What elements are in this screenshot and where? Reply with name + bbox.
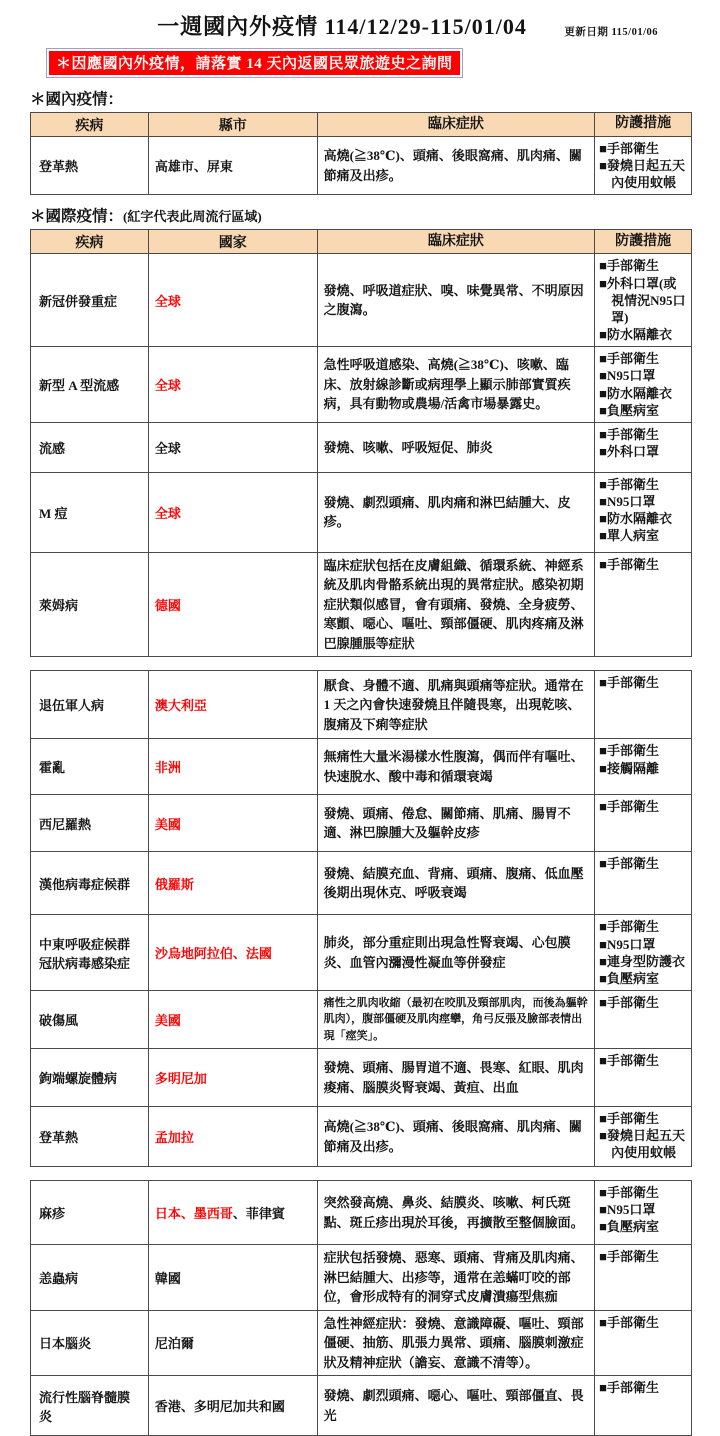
measure-item (599, 918, 689, 935)
disease-name: 麻疹 (39, 1206, 66, 1221)
measure-label: 防水隔離衣 (607, 327, 673, 343)
symptoms-cell (318, 473, 596, 553)
page-title: 一週國內外疫情 114/12/29-115/01/04 (157, 14, 527, 39)
disease-name: 新冠併發重症 (39, 293, 118, 309)
region-text (155, 1127, 194, 1146)
region-segment: 全球 (154, 440, 181, 456)
region-cell (149, 991, 318, 1049)
region-cell (149, 1181, 318, 1245)
bullet-square-icon: ■ (599, 1314, 607, 1330)
disease-cell (31, 254, 149, 347)
measure-item (599, 674, 689, 691)
symptoms-cell (318, 1107, 596, 1167)
measure-item (599, 367, 689, 384)
measure-item (599, 426, 689, 443)
column-header: 疾病 (31, 230, 149, 254)
measures-cell (595, 671, 692, 739)
symptoms-text: 發燒、頭痛、倦怠、關節痛、肌痛、腸胃不適、淋巴腺腫大及軀幹皮疹 (323, 805, 571, 841)
symptoms-text: 急性呼吸道感染、高燒(≧38℃)、咳嗽、臨床、放射線診斷或病理學上顯示肺部實質疾病，具有動物或農場/活禽市場暴露史。 (323, 357, 571, 412)
region-text (155, 503, 181, 522)
region-text (155, 1396, 285, 1415)
measure-item (599, 1110, 689, 1127)
disease-name: 流行性腦脊髓膜炎 (39, 1389, 131, 1424)
measures-cell (595, 1049, 692, 1107)
region-text (155, 943, 272, 962)
measure-label: N95口罩 (607, 1202, 656, 1218)
region-text (155, 757, 181, 776)
disease-name: 霍亂 (39, 760, 66, 776)
symptoms-cell (318, 671, 596, 739)
region-segment-red: 日本、墨西哥 (154, 1206, 233, 1221)
measure-label: 手部衛生 (607, 258, 660, 274)
measure-label: 手部衛生 (607, 476, 660, 492)
table-row (31, 473, 692, 553)
symptoms-cell (318, 739, 596, 795)
column-header: 臨床症狀 (318, 113, 596, 137)
region-cell (149, 1107, 318, 1167)
symptoms-cell (318, 991, 596, 1049)
table-row (31, 991, 692, 1049)
region-segment: 高雄市、屏東 (154, 159, 233, 175)
international-section-label: ＊國際疫情： (30, 208, 124, 226)
measure-item (599, 1379, 689, 1396)
measure-item (599, 855, 689, 872)
region-text (155, 814, 181, 833)
measure-item (599, 326, 689, 343)
region-text (155, 595, 181, 614)
disease-name: M 痘 (39, 505, 68, 521)
bullet-square-icon: ■ (599, 970, 607, 986)
symptoms-text: 發燒、咳嗽、呼吸短促、肺炎 (323, 439, 493, 455)
disease-cell (31, 852, 149, 915)
measure-label: 手部衛生 (607, 1185, 660, 1200)
measure-label: N95口罩 (607, 368, 656, 384)
bullet-square-icon: ■ (599, 141, 607, 156)
bullet-square-icon: ■ (599, 743, 607, 759)
measures-cell (595, 553, 692, 658)
measure-label: 負壓病室 (607, 402, 660, 418)
region-segment-red: 美國 (154, 1013, 181, 1028)
disease-cell (31, 915, 149, 991)
measure-item (599, 443, 689, 460)
measure-item (599, 510, 689, 527)
disease-name: 漢他病毒症候群 (39, 876, 131, 892)
region-text (155, 1010, 181, 1029)
measures-cell (595, 1181, 692, 1245)
measures-cell (595, 254, 692, 347)
disease-cell (31, 671, 149, 739)
domestic-section-title (30, 87, 694, 109)
international-section-note: (紅字代表此周流行區域) (123, 209, 262, 225)
disease-cell (31, 795, 149, 852)
measure-item (599, 527, 689, 544)
measure-item (599, 1052, 689, 1069)
region-cell (149, 1049, 318, 1107)
table-row (31, 1311, 692, 1377)
region-segment: 、菲律賓 (232, 1206, 285, 1221)
symptoms-cell (318, 852, 596, 915)
notice-banner-frame (46, 48, 463, 78)
disease-name: 日本腦炎 (39, 1336, 92, 1352)
region-cell (149, 347, 318, 423)
region-segment-red: 全球 (154, 378, 181, 394)
region-segment-red: 全球 (154, 293, 181, 309)
table-row (31, 739, 692, 795)
table-row (31, 1107, 692, 1167)
measure-label: 手部衛生 (607, 426, 660, 442)
bullet-square-icon: ■ (599, 1249, 607, 1264)
measures-cell (595, 991, 692, 1049)
symptoms-text: 發燒、結膜充血、背痛、頭痛、腹痛、低血壓後期出現休克、呼吸衰竭 (323, 865, 584, 901)
region-segment-red: 俄羅斯 (154, 876, 194, 892)
symptoms-cell (318, 1311, 596, 1377)
table-row (31, 1181, 692, 1245)
bullet-square-icon: ■ (599, 1185, 607, 1200)
region-segment-red: 沙烏地阿拉伯、法國 (154, 946, 272, 962)
region-segment: 尼泊爾 (154, 1336, 194, 1352)
symptoms-text: 急性神經症狀：發燒、意識障礙、嘔吐、頸部僵硬、抽筋、肌張力異常、頭痛、腦膜刺激症狀及精神症狀（譫妄、意識不清等）。 (323, 1315, 584, 1370)
region-cell (149, 137, 318, 195)
domestic-section-label: ＊國內疫情： (30, 91, 124, 108)
region-cell (149, 473, 318, 553)
disease-name: 流感 (39, 440, 66, 456)
measure-label: 手部衛生 (607, 1380, 660, 1395)
international-table-1 (30, 229, 692, 657)
region-text (155, 291, 181, 310)
measure-label: 負壓病室 (607, 1219, 660, 1235)
table-row (31, 1245, 692, 1311)
table-row (31, 137, 692, 195)
bullet-square-icon: ■ (599, 494, 607, 510)
table-row (31, 852, 692, 915)
measure-label: 手部衛生 (607, 856, 660, 872)
symptoms-cell (318, 915, 596, 991)
measure-label: N95口罩 (607, 494, 656, 510)
symptoms-cell (318, 1376, 596, 1436)
measure-label: 手部衛生 (607, 1053, 660, 1068)
region-cell (149, 671, 318, 739)
disease-cell (31, 137, 149, 195)
measure-item (599, 275, 689, 326)
measure-item (599, 760, 689, 777)
region-segment-red: 美國 (154, 816, 181, 832)
symptoms-text: 症狀包括發燒、惡寒、頭痛、背痛及肌肉痛、淋巴結腫大、出疹等，通常在恙蟎叮咬的部位，會形成特有的洞穿式皮膚潰瘍型焦痂 (323, 1250, 584, 1304)
measure-label: 手部衛生 (607, 995, 660, 1010)
bullet-square-icon: ■ (599, 1128, 607, 1144)
measure-label: 手部衛生 (607, 556, 660, 572)
region-segment-red: 孟加拉 (154, 1130, 194, 1145)
measure-label: 手部衛生 (607, 141, 660, 156)
measure-item (599, 994, 689, 1011)
bullet-square-icon: ■ (599, 327, 607, 343)
table-row (31, 423, 692, 473)
symptoms-text: 高燒(≧38℃)、頭痛、後眼窩痛、肌肉痛、關節痛及出疹。 (323, 1119, 582, 1154)
measure-item (599, 742, 689, 759)
region-cell (149, 423, 318, 473)
measure-label: 手部衛生 (607, 1111, 660, 1126)
column-header: 疾病 (31, 113, 149, 137)
bullet-square-icon: ■ (599, 402, 607, 418)
table-row (31, 553, 692, 658)
region-text (155, 1333, 194, 1352)
region-segment: 香港、多明尼加共和國 (154, 1399, 285, 1414)
symptoms-text: 高燒(≧38℃)、頭痛、後眼窩痛、肌肉痛、關節痛及出疹。 (323, 148, 582, 183)
disease-cell (31, 1107, 149, 1167)
disease-cell (31, 1376, 149, 1436)
measure-item (599, 157, 689, 191)
measures-cell (595, 1107, 692, 1167)
measure-item (599, 1184, 689, 1201)
measure-item (599, 970, 689, 987)
disease-cell (31, 739, 149, 795)
measure-label: 手部衛生 (607, 351, 660, 367)
disease-name: 登革熱 (39, 1130, 79, 1145)
symptoms-text: 厭食、身體不適、肌痛與頭痛等症狀。通常在 1 天之內會快速發燒且伴隨畏寒，出現乾咳、腹痛及下痢等症狀 (323, 677, 584, 732)
table-row (31, 1049, 692, 1107)
measure-item (599, 476, 689, 493)
region-segment-red: 非洲 (154, 760, 181, 776)
disease-cell (31, 1245, 149, 1311)
bullet-square-icon: ■ (599, 351, 607, 367)
table-row (31, 254, 692, 347)
measure-item (599, 350, 689, 367)
region-cell (149, 1376, 318, 1436)
measures-cell (595, 1245, 692, 1311)
measures-cell (595, 1376, 692, 1436)
domestic-table (30, 112, 692, 195)
column-header: 防護措施 (595, 230, 692, 254)
measure-label: 發燒日起五天內使用蚊帳 (607, 1128, 686, 1161)
bullet-square-icon: ■ (599, 1380, 607, 1395)
measure-item (599, 936, 689, 953)
symptoms-cell (318, 1245, 596, 1311)
disease-cell (31, 1049, 149, 1107)
region-segment-red: 多明尼加 (154, 1071, 207, 1086)
symptoms-cell (318, 254, 596, 347)
region-cell (149, 852, 318, 915)
symptoms-text: 痛性之肌肉收縮（最初在咬肌及頸部肌肉，而後為軀幹肌肉），腹部僵硬及肌肉痙攣，角弓反張及臉部表情出現「痙笑」。 (323, 996, 588, 1042)
bullet-square-icon: ■ (599, 675, 607, 691)
measure-item (599, 798, 689, 815)
region-cell (149, 795, 318, 852)
measures-cell (595, 795, 692, 852)
disease-cell (31, 473, 149, 553)
measures-cell (595, 473, 692, 553)
measure-label: 手部衛生 (607, 919, 660, 935)
bullet-square-icon: ■ (599, 158, 607, 174)
region-segment-red: 澳大利亞 (154, 698, 207, 714)
measure-item (599, 493, 689, 510)
disease-cell (31, 1181, 149, 1245)
region-text (155, 375, 181, 394)
region-text (155, 1068, 207, 1087)
disease-name: 退伍軍人病 (39, 698, 105, 714)
bullet-square-icon: ■ (599, 799, 607, 815)
disease-name: 新型 A 型流感 (39, 378, 120, 394)
bullet-square-icon: ■ (599, 953, 607, 969)
measures-cell (595, 852, 692, 915)
bullet-square-icon: ■ (599, 856, 607, 872)
bullet-square-icon: ■ (599, 385, 607, 401)
measures-cell (595, 347, 692, 423)
region-segment-red: 德國 (154, 598, 181, 614)
column-header: 縣市 (149, 113, 318, 137)
bullet-square-icon: ■ (599, 1053, 607, 1068)
table-row (31, 915, 692, 991)
measure-item (599, 556, 689, 573)
measure-item (599, 257, 689, 274)
measure-label: 接觸隔離 (607, 760, 660, 776)
notice-banner: ＊因應國內外疫情，請落實 14 天內返國民眾旅遊史之詢問 (49, 51, 460, 75)
measure-item (599, 1314, 689, 1331)
region-cell (149, 254, 318, 347)
bullet-square-icon: ■ (599, 368, 607, 384)
symptoms-cell (318, 137, 596, 195)
measures-cell (595, 423, 692, 473)
measure-label: 單人病室 (607, 528, 660, 544)
measures-cell (595, 137, 692, 195)
measure-label: 手部衛生 (607, 1249, 660, 1264)
disease-name: 恙蟲病 (39, 1270, 79, 1286)
measure-label: 連身型防護衣 (607, 953, 686, 969)
measures-cell (595, 1311, 692, 1377)
symptoms-cell (318, 423, 596, 473)
disease-cell (31, 991, 149, 1049)
disease-name: 中東呼吸症候群冠狀病毒感染症 (39, 936, 131, 971)
measure-label: 防水隔離衣 (607, 385, 673, 401)
measure-item (599, 1201, 689, 1218)
international-table-3 (30, 1180, 692, 1436)
region-cell (149, 739, 318, 795)
region-segment: 韓國 (154, 1270, 181, 1286)
measure-label: 外科口罩 (607, 444, 660, 460)
measure-item (599, 140, 689, 157)
update-date: 更新日期 115/01/06 (564, 27, 658, 38)
symptoms-text: 發燒、劇烈頭痛、噁心、嘔吐、頸部僵直、畏光 (323, 1388, 584, 1423)
disease-cell (31, 347, 149, 423)
measure-item (599, 385, 689, 402)
region-cell (149, 1245, 318, 1311)
region-text (155, 438, 181, 457)
region-text (155, 695, 207, 714)
bullet-square-icon: ■ (599, 1202, 607, 1218)
table-row (31, 671, 692, 739)
disease-name: 萊姆病 (39, 598, 79, 614)
bullet-square-icon: ■ (599, 528, 607, 544)
disease-cell (31, 553, 149, 658)
bullet-square-icon: ■ (599, 1111, 607, 1126)
bullet-square-icon: ■ (599, 936, 607, 952)
symptoms-cell (318, 553, 596, 658)
region-segment-red: 全球 (154, 505, 181, 521)
bullet-square-icon: ■ (599, 426, 607, 442)
column-header: 臨床症狀 (318, 230, 596, 254)
measures-cell (595, 739, 692, 795)
measure-label: 手部衛生 (607, 675, 660, 691)
region-cell (149, 553, 318, 658)
symptoms-cell (318, 795, 596, 852)
symptoms-cell (318, 347, 596, 423)
table-header-row (31, 113, 692, 137)
measure-item (599, 953, 689, 970)
disease-name: 登革熱 (39, 159, 79, 175)
measure-label: N95口罩 (607, 936, 656, 952)
symptoms-text: 突然發高燒、鼻炎、結膜炎、咳嗽、柯氏斑點、斑丘疹出現於耳後，再擴散至整個臉面。 (323, 1195, 584, 1230)
symptoms-text: 臨床症狀包括在皮膚組織、循環系統、神經系統及肌肉骨骼系統出現的異常症狀。感染初期症狀類似感冒，會有頭痛、發燒、全身疲勞、寒顫、噁心、嘔吐、頸部僵硬、肌肉疼痛及淋巴腺腫脹等症狀 (323, 557, 584, 651)
bullet-square-icon: ■ (599, 511, 607, 527)
disease-cell (31, 423, 149, 473)
symptoms-cell (318, 1181, 596, 1245)
column-header: 防護措施 (595, 113, 692, 137)
table-header-row (31, 230, 692, 254)
international-table-2 (30, 670, 692, 1167)
bullet-square-icon: ■ (599, 760, 607, 776)
disease-cell (31, 1311, 149, 1377)
table-row (31, 347, 692, 423)
region-cell (149, 915, 318, 991)
symptoms-cell (318, 1049, 596, 1107)
measure-label: 外科口罩(或視情況N95口罩) (607, 275, 686, 325)
region-text (155, 874, 194, 893)
bullet-square-icon: ■ (599, 275, 607, 291)
measures-cell (595, 915, 692, 991)
disease-name: 西尼羅熱 (39, 816, 92, 832)
bullet-square-icon: ■ (599, 258, 607, 274)
measure-item (599, 1248, 689, 1265)
symptoms-text: 無痛性大量米湯樣水性腹瀉，偶而伴有嘔吐、快速脫水、酸中毒和循環衰竭 (323, 749, 584, 784)
disease-name: 鉤端螺旋體病 (39, 1071, 118, 1086)
symptoms-text: 肺炎，部分重症則出現急性腎衰竭、心包膜炎、血管內瀰漫性凝血等併發症 (323, 935, 571, 970)
measure-item (599, 1218, 689, 1235)
bullet-square-icon: ■ (599, 444, 607, 460)
measure-label: 手部衛生 (607, 1314, 660, 1330)
measure-label: 手部衛生 (607, 743, 660, 759)
symptoms-text: 發燒、呼吸道症狀、嗅、味覺異常、不明原因之腹瀉。 (323, 282, 584, 318)
measure-item (599, 1127, 689, 1161)
measure-label: 發燒日起五天內使用蚊帳 (607, 158, 686, 191)
measure-label: 負壓病室 (607, 970, 660, 986)
bullet-square-icon: ■ (599, 1219, 607, 1235)
bullet-square-icon: ■ (599, 919, 607, 935)
bullet-square-icon: ■ (599, 995, 607, 1010)
column-header: 國家 (149, 230, 318, 254)
region-text (155, 1268, 181, 1287)
region-cell (149, 1311, 318, 1377)
measure-item (599, 402, 689, 419)
measure-label: 手部衛生 (607, 799, 660, 815)
measure-label: 防水隔離衣 (607, 511, 673, 527)
international-section-title (30, 204, 694, 226)
region-text (155, 156, 233, 175)
symptoms-text: 發燒、劇烈頭痛、肌肉痛和淋巴結腫大、皮疹。 (323, 494, 571, 530)
region-text (155, 1203, 285, 1222)
bullet-square-icon: ■ (599, 556, 607, 572)
disease-name: 破傷風 (39, 1013, 79, 1028)
bullet-square-icon: ■ (599, 476, 607, 492)
table-row (31, 795, 692, 852)
table-row (31, 1376, 692, 1436)
symptoms-text: 發燒、頭痛、腸胃道不適、畏寒、紅眼、肌肉痠痛、腦膜炎腎衰竭、黃疸、出血 (323, 1060, 584, 1095)
